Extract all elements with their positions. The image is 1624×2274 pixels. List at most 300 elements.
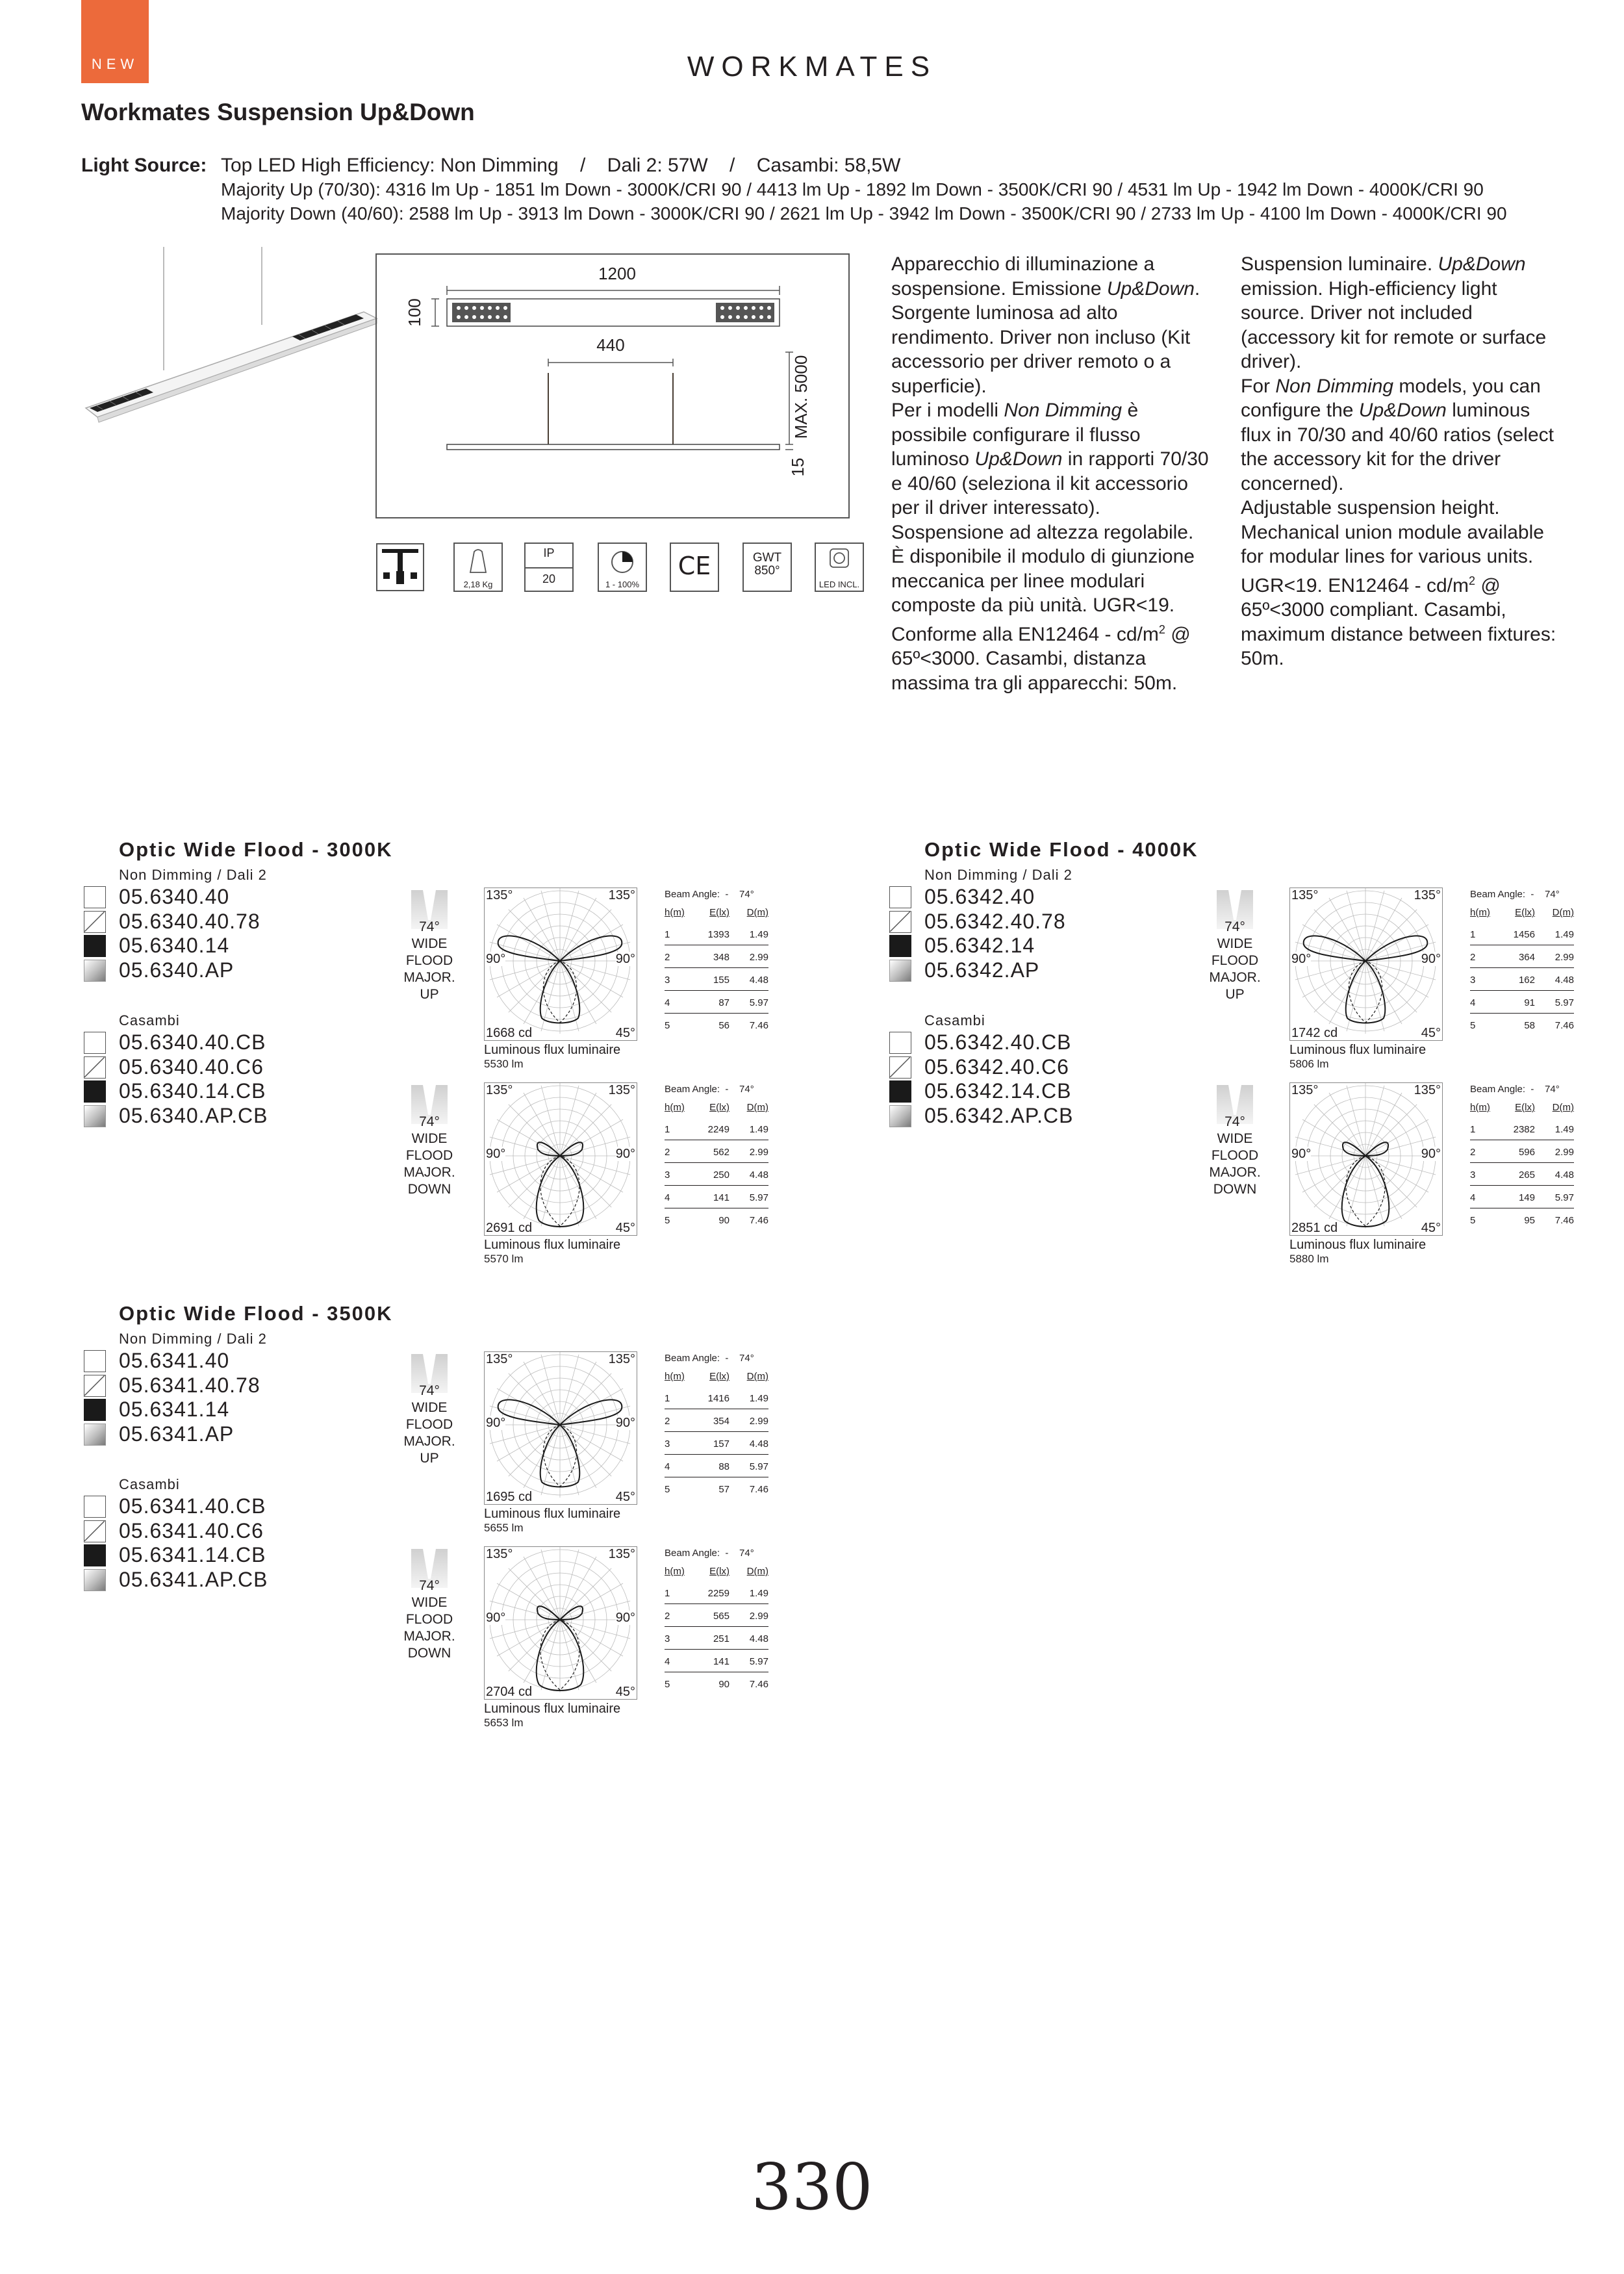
italic-text: Up&Down bbox=[974, 448, 1063, 470]
table-cell: 90 bbox=[718, 1679, 730, 1690]
finish-swatch-diag bbox=[84, 1375, 106, 1397]
table-header-cell: D(m) bbox=[746, 907, 768, 918]
table-cell: 2 bbox=[665, 952, 670, 963]
light-source-main: Top LED High Efficiency: Non Dimming / Dali 2: 57W / Casambi: 58,5W bbox=[221, 155, 901, 176]
finish-swatch-black bbox=[84, 935, 106, 957]
finish-swatch-diag bbox=[84, 1056, 106, 1079]
product-code: 05.6341.40.C6 bbox=[119, 1518, 264, 1542]
luminous-flux-label: Luminous flux luminaire bbox=[484, 1238, 621, 1252]
text-run: Per i modelli bbox=[891, 400, 1004, 421]
table-cell: 1.49 bbox=[1554, 1124, 1574, 1135]
polar-angle-label: 90° bbox=[486, 1147, 506, 1161]
luminous-flux-value: 5880 lm bbox=[1289, 1253, 1329, 1265]
peak-intensity: 2691 cd bbox=[486, 1221, 533, 1235]
table-cell: 4.48 bbox=[1554, 975, 1574, 986]
finish-swatch-white bbox=[84, 1350, 106, 1372]
product-code: 05.6340.40.78 bbox=[119, 909, 260, 933]
product-code: 05.6340.40 bbox=[119, 885, 230, 908]
new-badge bbox=[81, 0, 149, 83]
description-paragraph bbox=[1241, 252, 1559, 374]
table-cell: 3 bbox=[665, 1169, 670, 1181]
polar-angle-label: 45° bbox=[615, 1685, 635, 1699]
light-source-majority-up: Majority Up (70/30): 4316 lm Up - 1851 lm Down - 3000K/CRI 90 / 4413 lm Up - 1892 lm Down - 3500K/CRI 90 / 4531 lm Up - 1942 lm Down - 4000K/CRI 90 bbox=[221, 179, 1484, 199]
italic-text: Up&Down bbox=[1358, 400, 1447, 421]
optic-label: WIDE bbox=[411, 1400, 448, 1415]
dim-spacing: 440 bbox=[596, 335, 625, 355]
table-row bbox=[1470, 1186, 1574, 1208]
luminous-flux-value: 5570 lm bbox=[484, 1253, 524, 1265]
dimension-drawing bbox=[375, 253, 850, 518]
peak-intensity: 2704 cd bbox=[486, 1685, 533, 1699]
product-code: 05.6341.14 bbox=[119, 1398, 230, 1421]
table-cell: 3 bbox=[665, 975, 670, 986]
table-row bbox=[665, 1672, 768, 1694]
table-row bbox=[665, 923, 768, 945]
table-cell: 2 bbox=[665, 1147, 670, 1158]
optic-label: WIDE bbox=[411, 936, 448, 951]
finish-swatch-grey bbox=[84, 960, 106, 982]
table-cell: 2.99 bbox=[1554, 1147, 1574, 1158]
range-subtitle: Casambi bbox=[924, 1012, 985, 1028]
optic-label: FLOOD bbox=[1211, 1148, 1259, 1163]
weight-value: 2,18 Kg bbox=[463, 580, 493, 589]
table-cell: 562 bbox=[713, 1147, 730, 1158]
table-cell: 5.97 bbox=[749, 1656, 768, 1667]
table-row bbox=[665, 1650, 768, 1672]
table-cell: 5.97 bbox=[749, 1192, 768, 1203]
polar-angle-label: 45° bbox=[615, 1026, 635, 1040]
product-code: 05.6341.40.78 bbox=[119, 1373, 260, 1397]
table-cell: 2.99 bbox=[749, 952, 768, 963]
table-cell: 162 bbox=[1518, 975, 1535, 986]
table-cell: 4 bbox=[1470, 997, 1476, 1008]
dim-max-height: MAX. 5000 bbox=[791, 355, 811, 439]
table-cell: 1 bbox=[665, 929, 670, 940]
section-title: Optic Wide Flood - 3500K bbox=[119, 1302, 393, 1325]
table-cell: 5 bbox=[665, 1484, 670, 1495]
beam-table bbox=[1470, 888, 1574, 1050]
optic-label: DOWN bbox=[1213, 1182, 1257, 1197]
table-header-cell: D(m) bbox=[746, 1371, 768, 1382]
table-cell: 3 bbox=[665, 1633, 670, 1644]
table-row bbox=[665, 1477, 768, 1500]
beam-angle-value: 74° bbox=[419, 1383, 440, 1398]
weight-icon bbox=[453, 543, 503, 592]
beam-angle-header: Beam Angle: - 74° bbox=[665, 1084, 754, 1095]
table-cell: 90 bbox=[718, 1215, 730, 1226]
table-header-cell: D(m) bbox=[746, 1102, 768, 1113]
optic-label: UP bbox=[1225, 987, 1245, 1002]
polar-diagram bbox=[484, 1082, 637, 1236]
table-cell: 7.46 bbox=[1554, 1215, 1574, 1226]
description-paragraph bbox=[1241, 496, 1559, 671]
polar-curve bbox=[485, 888, 636, 1040]
product-code: 05.6342.40.C6 bbox=[924, 1054, 1069, 1079]
polar-angle-label: 45° bbox=[615, 1490, 635, 1504]
luminous-flux-value: 5653 lm bbox=[484, 1717, 524, 1729]
polar-diagram bbox=[1289, 888, 1443, 1041]
description-paragraph bbox=[891, 252, 1210, 398]
polar-diagram bbox=[1289, 1082, 1443, 1236]
polar-angle-label: 90° bbox=[615, 1147, 635, 1161]
table-cell: 4.48 bbox=[1554, 1169, 1574, 1181]
table-cell: 5.97 bbox=[749, 1461, 768, 1472]
table-cell: 1393 bbox=[707, 929, 730, 940]
optic-label: MAJOR. bbox=[1209, 1165, 1261, 1180]
optic-label: MAJOR. bbox=[403, 970, 455, 985]
product-code: 05.6340.AP.CB bbox=[119, 1103, 268, 1127]
table-cell: 5 bbox=[1470, 1020, 1476, 1031]
polar-angle-label: 135° bbox=[486, 1083, 513, 1097]
ip-label: IP bbox=[543, 546, 555, 559]
table-cell: 251 bbox=[713, 1633, 730, 1644]
table-cell: 7.46 bbox=[1554, 1020, 1574, 1031]
peak-intensity: 1742 cd bbox=[1291, 1026, 1338, 1040]
text-run: luminous flux in 70/30 and 40/60 ratios (select the accessory kit for the driver concerned). bbox=[1241, 400, 1554, 494]
table-header-cell: h(m) bbox=[1470, 1102, 1490, 1113]
ip-value: 20 bbox=[542, 572, 556, 585]
table-cell: 56 bbox=[718, 1020, 730, 1031]
luminous-flux-label: Luminous flux luminaire bbox=[484, 1702, 621, 1716]
table-cell: 1456 bbox=[1513, 929, 1535, 940]
finish-swatch-white bbox=[84, 1496, 106, 1518]
text-run: è possibile configurare il flusso luminoso bbox=[891, 400, 1141, 470]
polar-angle-label: 90° bbox=[1291, 952, 1312, 966]
table-header-cell: D(m) bbox=[746, 1566, 768, 1577]
table-row bbox=[665, 1627, 768, 1650]
product-code: 05.6342.40 bbox=[924, 885, 1035, 908]
polar-angle-label: 135° bbox=[1291, 888, 1319, 902]
table-header-row bbox=[665, 1364, 768, 1386]
table-row bbox=[1470, 1118, 1574, 1140]
finish-swatch-black bbox=[889, 1080, 911, 1103]
led-included-icon bbox=[815, 543, 864, 592]
description-paragraph bbox=[891, 398, 1210, 520]
table-cell: 3 bbox=[1470, 1169, 1476, 1181]
polar-angle-label: 90° bbox=[1421, 1147, 1441, 1161]
table-row bbox=[665, 1186, 768, 1208]
ce-mark: CE bbox=[678, 552, 711, 580]
product-code: 05.6342.40.78 bbox=[924, 909, 1066, 933]
table-row bbox=[1470, 923, 1574, 945]
text-run: Sospensione ad altezza regolabile. È disponibile il modulo di giunzione meccanica per linee modulari composte da più unità. UGR<19. Conforme alla EN12464 - cd/m bbox=[891, 521, 1195, 645]
polar-angle-label: 135° bbox=[486, 888, 513, 902]
table-cell: 7.46 bbox=[749, 1679, 768, 1690]
product-code: 05.6341.40.CB bbox=[119, 1494, 266, 1518]
product-title: Workmates Suspension Up&Down bbox=[81, 99, 475, 125]
beam-angle-value: 74° bbox=[1224, 1114, 1245, 1129]
table-cell: 4 bbox=[665, 1461, 670, 1472]
optic-label: FLOOD bbox=[405, 1148, 453, 1163]
luminous-flux-label: Luminous flux luminaire bbox=[1289, 1043, 1427, 1057]
polar-angle-label: 135° bbox=[1414, 888, 1441, 902]
finish-swatch-black bbox=[889, 935, 911, 957]
table-cell: 1.49 bbox=[749, 1124, 768, 1135]
table-cell: 2.99 bbox=[749, 1611, 768, 1622]
polar-angle-label: 90° bbox=[615, 952, 635, 966]
optic-label: FLOOD bbox=[1211, 953, 1259, 968]
table-row bbox=[665, 945, 768, 968]
table-cell: 1.49 bbox=[749, 929, 768, 940]
table-cell: 3 bbox=[665, 1438, 670, 1450]
finish-swatch-grey bbox=[889, 960, 911, 982]
luminous-flux-value: 5655 lm bbox=[484, 1522, 524, 1534]
table-row bbox=[1470, 1208, 1574, 1231]
table-cell: 57 bbox=[718, 1484, 730, 1495]
polar-angle-label: 45° bbox=[615, 1221, 635, 1235]
italic-text: Non Dimming bbox=[1275, 375, 1394, 397]
finish-swatch-white bbox=[84, 1032, 106, 1054]
polar-angle-label: 135° bbox=[608, 1547, 635, 1561]
table-cell: 354 bbox=[713, 1416, 730, 1427]
beam-angle-value: 74° bbox=[419, 919, 440, 934]
superscript: 2 bbox=[1158, 622, 1165, 636]
gwt-label: GWT bbox=[752, 551, 782, 565]
polar-diagram bbox=[484, 1351, 637, 1505]
table-row bbox=[665, 968, 768, 991]
table-cell: 88 bbox=[718, 1461, 730, 1472]
finish-swatch-white bbox=[889, 1032, 911, 1054]
dim-min-height: 15 bbox=[788, 457, 807, 477]
gwt-value: 850° bbox=[754, 564, 780, 578]
table-cell: 596 bbox=[1518, 1147, 1535, 1158]
description-paragraph bbox=[891, 520, 1210, 696]
section-title: Optic Wide Flood - 4000K bbox=[924, 838, 1199, 861]
finish-swatch-black bbox=[84, 1544, 106, 1566]
table-row bbox=[665, 1604, 768, 1627]
table-cell: 2249 bbox=[707, 1124, 730, 1135]
beam-table bbox=[1470, 1082, 1574, 1245]
polar-curve bbox=[1290, 1083, 1441, 1234]
polar-curve bbox=[485, 1547, 636, 1698]
superscript: 2 bbox=[1469, 574, 1476, 587]
beam-angle-value: 74° bbox=[1224, 919, 1245, 934]
table-cell: 141 bbox=[713, 1656, 730, 1667]
table-cell: 1416 bbox=[707, 1393, 730, 1404]
luminous-flux-label: Luminous flux luminaire bbox=[484, 1043, 621, 1057]
optic-label: MAJOR. bbox=[403, 1434, 455, 1449]
polar-angle-label: 90° bbox=[615, 1416, 635, 1430]
table-cell: 157 bbox=[713, 1438, 730, 1450]
gwt-icon bbox=[742, 543, 792, 592]
table-cell: 2382 bbox=[1513, 1124, 1535, 1135]
table-cell: 4.48 bbox=[749, 1169, 768, 1181]
optic-label: MAJOR. bbox=[403, 1629, 455, 1644]
polar-angle-label: 135° bbox=[486, 1547, 513, 1561]
finish-swatch-black bbox=[84, 1399, 106, 1421]
table-row bbox=[665, 1208, 768, 1231]
range-subtitle: Non Dimming / Dali 2 bbox=[119, 867, 267, 883]
optic-label: WIDE bbox=[411, 1595, 448, 1610]
table-cell: 364 bbox=[1518, 952, 1535, 963]
polar-angle-label: 135° bbox=[608, 1352, 635, 1366]
beam-table bbox=[665, 1082, 768, 1245]
optic-label: UP bbox=[420, 987, 439, 1002]
table-cell: 4 bbox=[665, 1192, 670, 1203]
luminous-flux-label: Luminous flux luminaire bbox=[1289, 1238, 1427, 1252]
page-number: 330 bbox=[751, 2151, 873, 2225]
range-subtitle: Casambi bbox=[119, 1476, 180, 1492]
finish-swatch-grey bbox=[84, 1424, 106, 1446]
beam-angle-header: Beam Angle: - 74° bbox=[1470, 1084, 1560, 1095]
table-cell: 250 bbox=[713, 1169, 730, 1181]
product-code: 05.6342.AP bbox=[924, 958, 1040, 982]
polar-angle-label: 135° bbox=[608, 1083, 635, 1097]
text-run: Adjustable suspension height. Mechanical union module available for modular lines for various units. UGR<19. EN12464 - cd/m bbox=[1241, 497, 1544, 596]
peak-intensity: 1668 cd bbox=[486, 1026, 533, 1040]
optic-label: MAJOR. bbox=[1209, 970, 1261, 985]
table-cell: 348 bbox=[713, 952, 730, 963]
table-header-row bbox=[665, 1095, 768, 1118]
table-cell: 3 bbox=[1470, 975, 1476, 986]
beam-angle-value: 74° bbox=[419, 1578, 440, 1593]
optic-label: FLOOD bbox=[405, 1612, 453, 1627]
table-cell: 95 bbox=[1524, 1215, 1535, 1226]
table-cell: 7.46 bbox=[749, 1484, 768, 1495]
polar-angle-label: 90° bbox=[615, 1611, 635, 1625]
table-row bbox=[1470, 1140, 1574, 1163]
brand-title: WORKMATES bbox=[687, 51, 937, 83]
finish-swatch-grey bbox=[889, 1105, 911, 1127]
text-run: Suspension luminaire. bbox=[1241, 253, 1438, 275]
table-row bbox=[665, 1432, 768, 1455]
beam-angle-header: Beam Angle: - 74° bbox=[1470, 889, 1560, 900]
text-run: models, you can configure the bbox=[1241, 375, 1541, 421]
table-cell: 4 bbox=[665, 1656, 670, 1667]
optic-label: DOWN bbox=[407, 1182, 451, 1197]
table-row bbox=[1470, 1014, 1574, 1036]
polar-angle-label: 135° bbox=[1291, 1083, 1319, 1097]
range-subtitle: Non Dimming / Dali 2 bbox=[924, 867, 1072, 883]
dim-height: 100 bbox=[405, 298, 424, 327]
table-cell: 4.48 bbox=[749, 1438, 768, 1450]
polar-angle-label: 90° bbox=[1291, 1147, 1312, 1161]
table-cell: 1 bbox=[665, 1393, 670, 1404]
beam-table bbox=[665, 1546, 768, 1709]
table-header-row bbox=[1470, 901, 1574, 923]
product-code: 05.6340.14 bbox=[119, 934, 230, 957]
beam-angle-header: Beam Angle: - 74° bbox=[665, 1548, 754, 1559]
table-header-cell: E(lx) bbox=[1515, 1102, 1535, 1113]
table-cell: 149 bbox=[1518, 1192, 1535, 1203]
finish-swatch-grey bbox=[84, 1105, 106, 1127]
table-header-cell: E(lx) bbox=[709, 1566, 730, 1577]
table-row bbox=[665, 1140, 768, 1163]
table-header-cell: h(m) bbox=[665, 1102, 685, 1113]
table-row bbox=[1470, 945, 1574, 968]
finish-swatch-grey bbox=[84, 1569, 106, 1591]
finish-swatch-diag bbox=[84, 911, 106, 933]
table-row bbox=[665, 1409, 768, 1432]
polar-curve bbox=[485, 1083, 636, 1234]
beam-angle-header: Beam Angle: - 74° bbox=[665, 1353, 754, 1364]
table-header-cell: h(m) bbox=[1470, 907, 1490, 918]
table-cell: 5.97 bbox=[1554, 1192, 1574, 1203]
led-incl-label: LED INCL. bbox=[818, 580, 860, 589]
dim-length: 1200 bbox=[598, 264, 636, 283]
range-subtitle: Non Dimming / Dali 2 bbox=[119, 1331, 267, 1347]
table-cell: 5 bbox=[665, 1215, 670, 1226]
description-italian bbox=[891, 252, 1210, 695]
new-badge-label: NEW bbox=[91, 56, 139, 72]
luminous-flux-value: 5806 lm bbox=[1289, 1058, 1329, 1070]
table-cell: 155 bbox=[713, 975, 730, 986]
product-code: 05.6340.14.CB bbox=[119, 1079, 266, 1103]
table-cell: 91 bbox=[1524, 997, 1535, 1008]
description-paragraph bbox=[1241, 374, 1559, 496]
beam-angle-value: 74° bbox=[419, 1114, 440, 1129]
table-header-row bbox=[665, 901, 768, 923]
table-cell: 2 bbox=[1470, 952, 1476, 963]
table-cell: 4.48 bbox=[749, 1633, 768, 1644]
table-cell: 5 bbox=[1470, 1215, 1476, 1226]
dimming-icon bbox=[598, 543, 647, 592]
optic-label: WIDE bbox=[411, 1131, 448, 1146]
table-cell: 565 bbox=[713, 1611, 730, 1622]
table-row bbox=[665, 1455, 768, 1477]
polar-angle-label: 135° bbox=[486, 1352, 513, 1366]
table-cell: 4.48 bbox=[749, 975, 768, 986]
finish-swatch-black bbox=[84, 1080, 106, 1103]
table-cell: 1 bbox=[1470, 1124, 1476, 1135]
table-row bbox=[665, 1163, 768, 1186]
table-cell: 5.97 bbox=[1554, 997, 1574, 1008]
product-code: 05.6341.40 bbox=[119, 1349, 230, 1372]
table-cell: 265 bbox=[1518, 1169, 1535, 1181]
finish-swatch-diag bbox=[889, 911, 911, 933]
table-cell: 2 bbox=[665, 1611, 670, 1622]
table-cell: 1.49 bbox=[749, 1393, 768, 1404]
product-code: 05.6342.40.CB bbox=[924, 1030, 1072, 1054]
description-english bbox=[1241, 252, 1559, 671]
product-code: 05.6342.14.CB bbox=[924, 1079, 1072, 1103]
table-row bbox=[665, 1014, 768, 1036]
table-cell: 5.97 bbox=[749, 997, 768, 1008]
product-code: 05.6341.14.CB bbox=[119, 1543, 266, 1566]
table-header-row bbox=[1470, 1095, 1574, 1118]
table-cell: 87 bbox=[718, 997, 730, 1008]
product-code: 05.6340.40.C6 bbox=[119, 1054, 264, 1079]
product-image bbox=[78, 247, 383, 442]
light-source-label: Light Source: bbox=[81, 155, 207, 176]
table-cell: 1 bbox=[665, 1124, 670, 1135]
luminous-flux-value: 5530 lm bbox=[484, 1058, 524, 1070]
table-row bbox=[665, 1118, 768, 1140]
ip-rating-icon bbox=[524, 543, 574, 592]
table-header-cell: E(lx) bbox=[709, 907, 730, 918]
polar-angle-label: 45° bbox=[1421, 1026, 1441, 1040]
polar-angle-label: 90° bbox=[1421, 952, 1441, 966]
dimming-range: 1 - 100% bbox=[605, 580, 640, 589]
table-cell: 7.46 bbox=[749, 1215, 768, 1226]
table-row bbox=[665, 991, 768, 1014]
italic-text: Up&Down bbox=[1106, 277, 1195, 300]
table-cell: 2.99 bbox=[1554, 952, 1574, 963]
optic-label: MAJOR. bbox=[403, 1165, 455, 1180]
text-run: Apparecchio di illuminazione a sospensione. Emissione bbox=[891, 253, 1155, 300]
optic-label: FLOOD bbox=[405, 953, 453, 968]
finish-swatch-white bbox=[889, 886, 911, 908]
table-header-cell: D(m) bbox=[1552, 1102, 1574, 1113]
beam-angle-header: Beam Angle: - 74° bbox=[665, 889, 754, 900]
beam-table bbox=[665, 1351, 768, 1514]
peak-intensity: 2851 cd bbox=[1291, 1221, 1338, 1235]
polar-angle-label: 135° bbox=[608, 888, 635, 902]
polar-curve bbox=[1290, 888, 1441, 1040]
range-subtitle: Casambi bbox=[119, 1012, 180, 1028]
polar-diagram bbox=[484, 1546, 637, 1700]
table-row bbox=[665, 1386, 768, 1409]
